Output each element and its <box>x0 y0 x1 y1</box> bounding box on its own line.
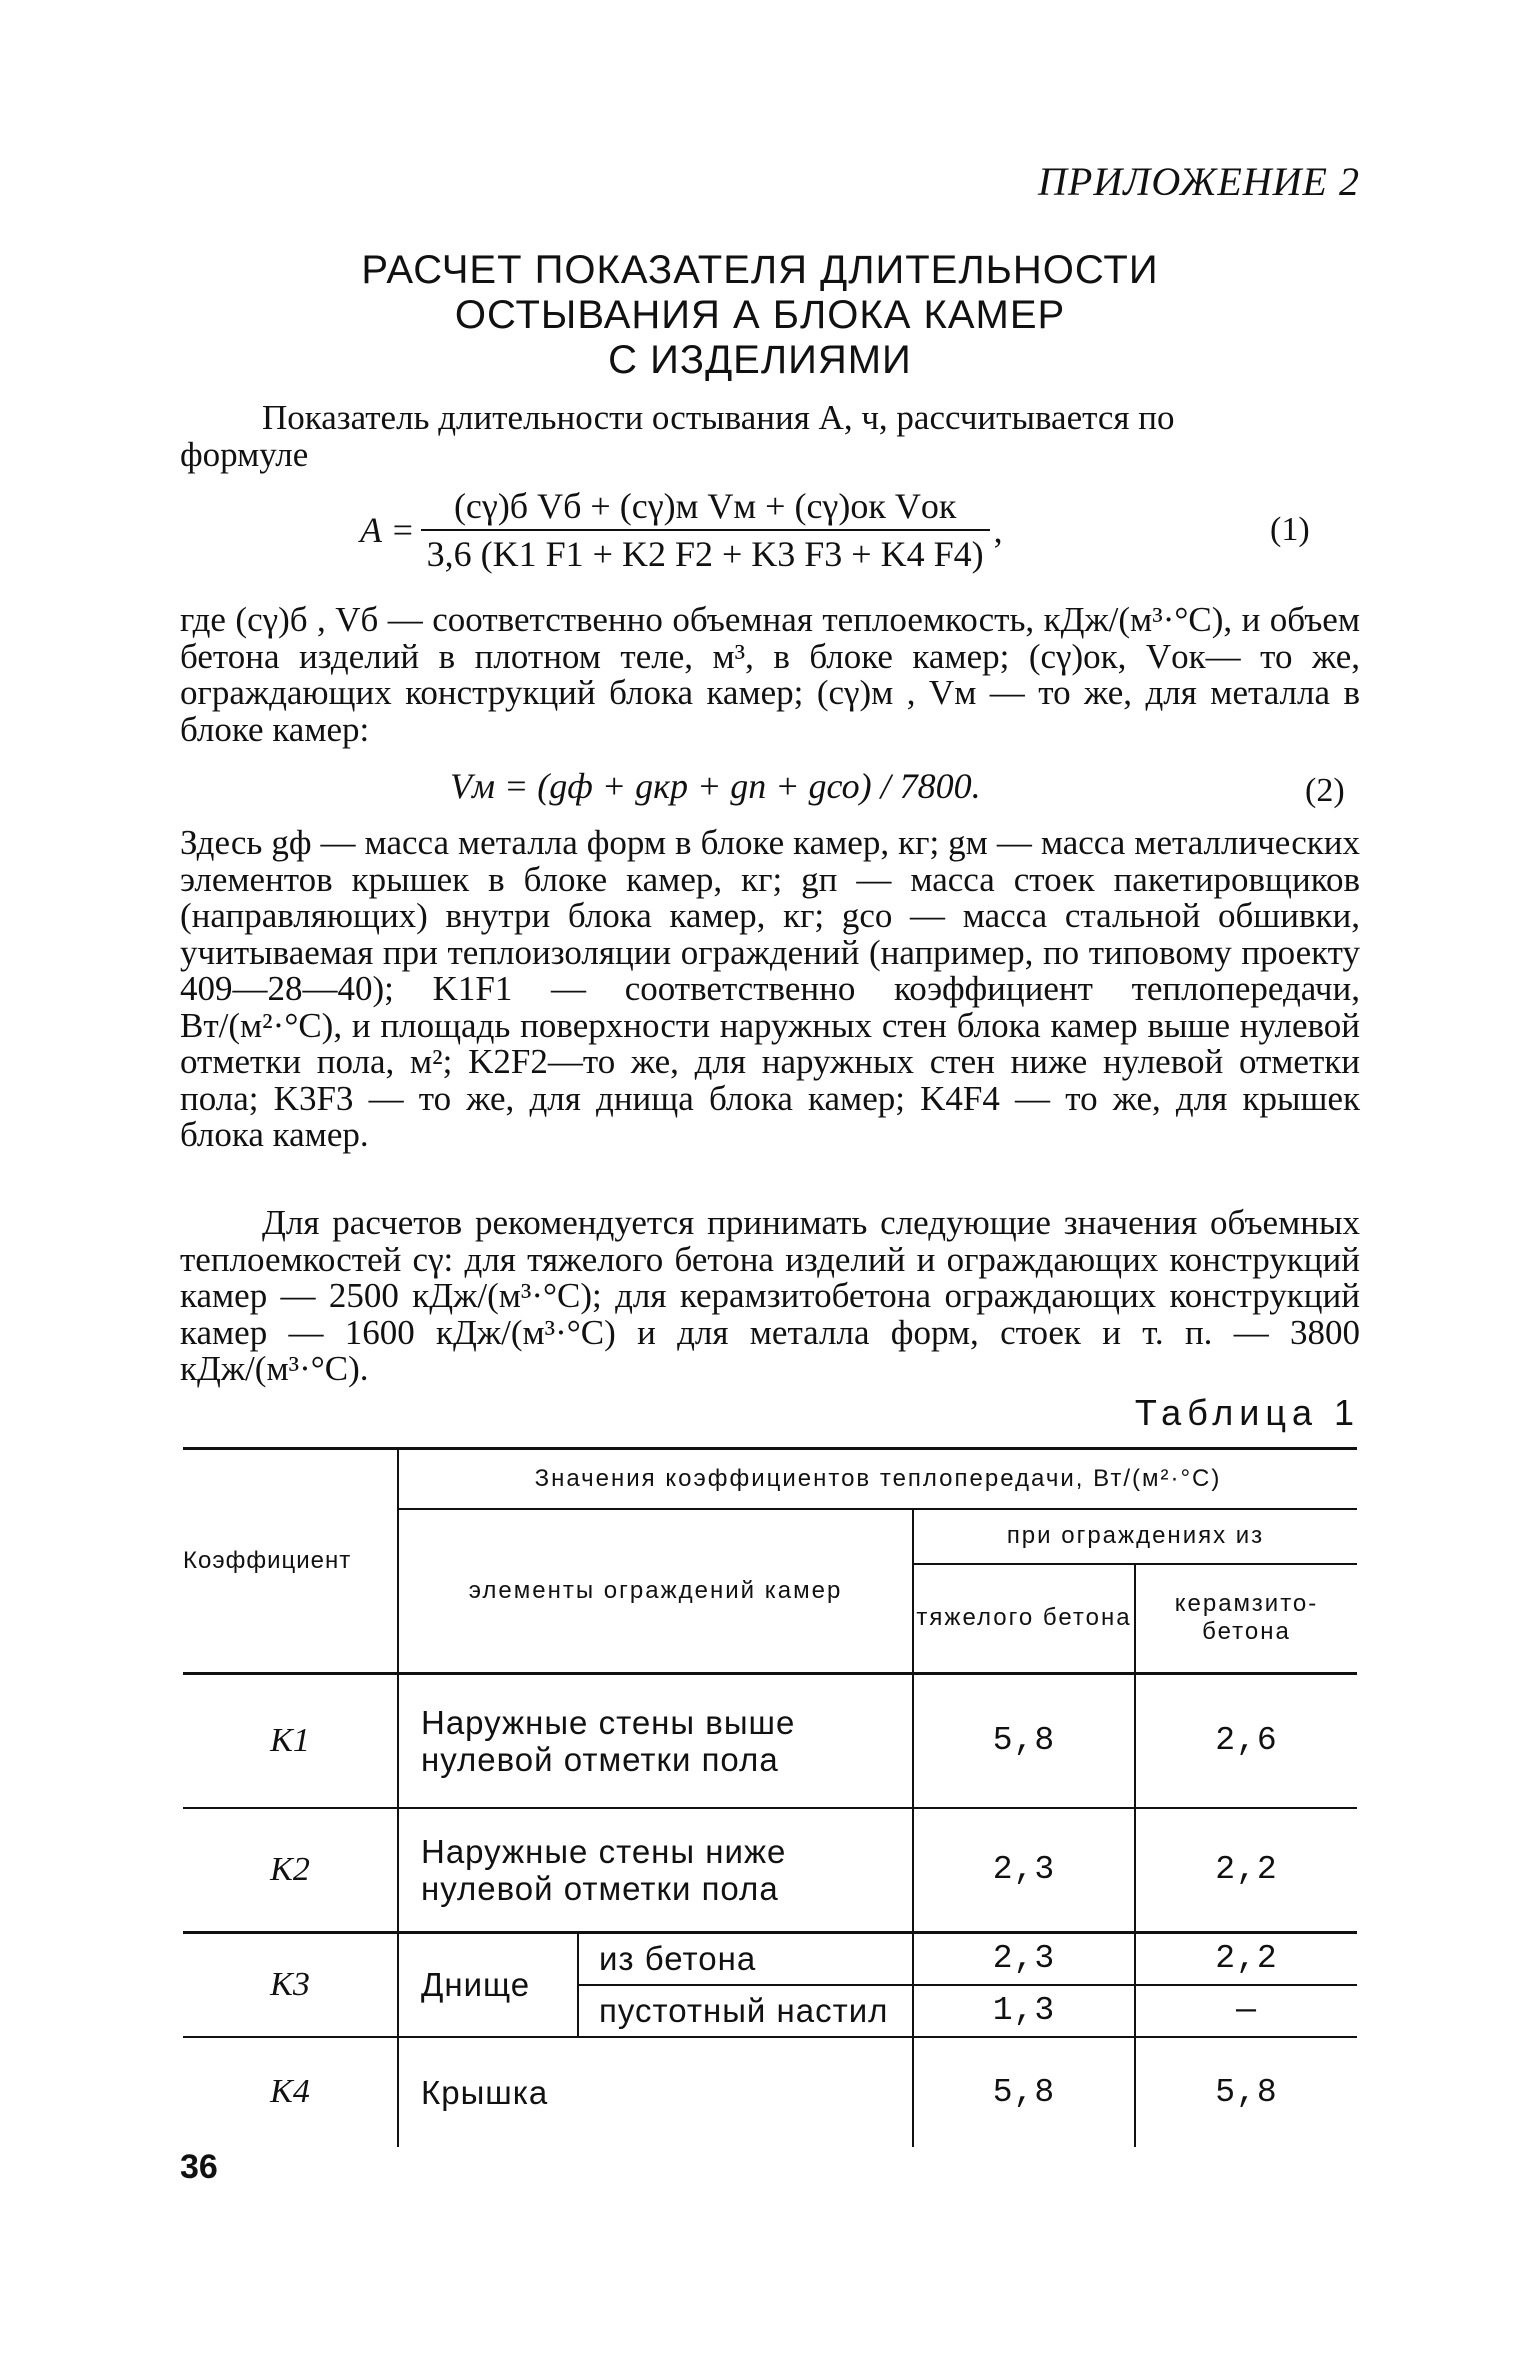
title-line: РАСЧЕТ ПОКАЗАТЕЛЯ ДЛИТЕЛЬНОСТИ <box>361 248 1159 292</box>
row-k3-sub2-heavy: 1,3 <box>913 1985 1135 2037</box>
row-k3-element: Днище <box>398 1933 578 2037</box>
row-k1-keram: 2,6 <box>1135 1674 1357 1808</box>
row-k4-element: Крышка <box>398 2037 913 2147</box>
where-paragraph: где (cγ)б , Vб — соответственно объемная теплоемкость, кДж/(м³·°С), и объем бетона изделий в плотном теле, м³, в блоке камер; (cγ)ок, Vок— то же, ограждающих конструкций блока камер; (cγ)м , Vм — то же, для металла в блоке камер: <box>180 600 1360 749</box>
formula-1-numerator: (cγ)б Vб + (cγ)м Vм + (cγ)ок Vок <box>421 485 990 531</box>
section-title <box>300 248 1220 383</box>
row-k3-coef: K3 <box>183 1933 398 2037</box>
recommend-paragraph: Для расчетов рекомендуется принимать следующие значения объемных теплоемкостей cγ: для тяжелого бетона изделий и ограждающих конструкций камер — 2500 кДж/(м³·°С); для керамзитобетона ограждающих конструкций камер — 1600 кДж/(м³·°С) и для металла форм, стоек и т. п. — 3800 кДж/(м³·°С). <box>180 1203 1360 1388</box>
header-with: при ограждениях из <box>913 1509 1357 1564</box>
header-coefficient: Коэффициент <box>183 1449 398 1674</box>
appendix-label: ПРИЛОЖЕНИЕ 2 <box>1038 159 1360 204</box>
table-row <box>183 1933 1357 1985</box>
header-values: Значения коэффициентов теплопередачи, Вт/(м²·°С) <box>398 1449 1357 1509</box>
row-k1-coef: K1 <box>270 1721 310 1759</box>
formula-1-denominator: 3,6 (K1 F1 + K2 F2 + K3 F3 + K4 F4) <box>426 534 984 574</box>
intro-paragraph <box>180 400 1360 473</box>
header-elements: элементы ограждений камер <box>398 1509 913 1674</box>
header-heavy-concrete: тяжелого бетона <box>913 1564 1135 1674</box>
row-k3-sub2-name: пустотный настил <box>578 1985 913 2037</box>
formula-1-lhs: A = <box>360 510 415 550</box>
row-k2-keram: 2,2 <box>1135 1808 1357 1933</box>
formula-1-trail: , <box>993 510 1003 550</box>
table-row <box>183 1808 1357 1933</box>
title-line: ОСТЫВАНИЯ А БЛОКА КАМЕР <box>454 293 1066 337</box>
row-k4-coef: K4 <box>183 2037 398 2147</box>
formula-2: Vм = (gф + gкр + gп + gсо) / 7800. <box>450 766 981 806</box>
row-k3-sub1-keram: 2,2 <box>1135 1933 1357 1985</box>
row-k2-element: Наружные стены ниже нулевой отметки пола <box>398 1808 913 1933</box>
row-k3-sub1-heavy: 2,3 <box>913 1933 1135 1985</box>
coefficients-table <box>183 1447 1357 2147</box>
row-k1-element: Наружные стены выше нулевой отметки пола <box>398 1674 913 1808</box>
formula-2-number: (2) <box>1305 772 1345 809</box>
table-row <box>183 2037 1357 2147</box>
here-paragraph: Здесь gф — масса металла форм в блоке камер, кг; gм — масса металлических элементов крышек в блоке камер, кг; gп — масса стоек пакетировщиков (направляющих) внутри блока камер, кг; gсо — масса стальной обшивки, учитываемая при теплоизоляции ограждений (например, по типовому проекту 409—28—40); K1F1 — соответственно коэффициент теплопередачи, Вт/(м²·°С), и площадь поверхности наружных стен блока камер выше нулевой отметки пола, м²; K2F2—то же, для наружных стен ниже нулевой отметки пола; K3F3 — то же, для днища блока камер; K4F4 — то же, для крышек блока камер. <box>180 823 1360 1154</box>
formula-1-number: (1) <box>1270 511 1310 548</box>
intro-line: формуле <box>180 434 309 474</box>
row-k3-sub1-name: из бетона <box>578 1933 913 1985</box>
row-k4-heavy: 5,8 <box>913 2037 1135 2147</box>
table-caption: Таблица 1 <box>1134 1392 1360 1433</box>
row-k3-sub2-keram: — <box>1135 1985 1357 2037</box>
row-k1-heavy: 5,8 <box>913 1674 1135 1808</box>
row-k4-keram: 5,8 <box>1135 2037 1357 2147</box>
formula-1 <box>360 485 1003 575</box>
row-k2-coef: K2 <box>183 1808 398 1933</box>
header-keramzit-concrete: керамзито-бетона <box>1135 1564 1357 1674</box>
intro-line: Показатель длительности остывания А, ч, рассчитывается по <box>262 398 1175 437</box>
page-number: 36 <box>180 2148 218 2186</box>
row-k2-heavy: 2,3 <box>913 1808 1135 1933</box>
title-line: С ИЗДЕЛИЯМИ <box>608 338 912 382</box>
table-row <box>183 1674 1357 1808</box>
